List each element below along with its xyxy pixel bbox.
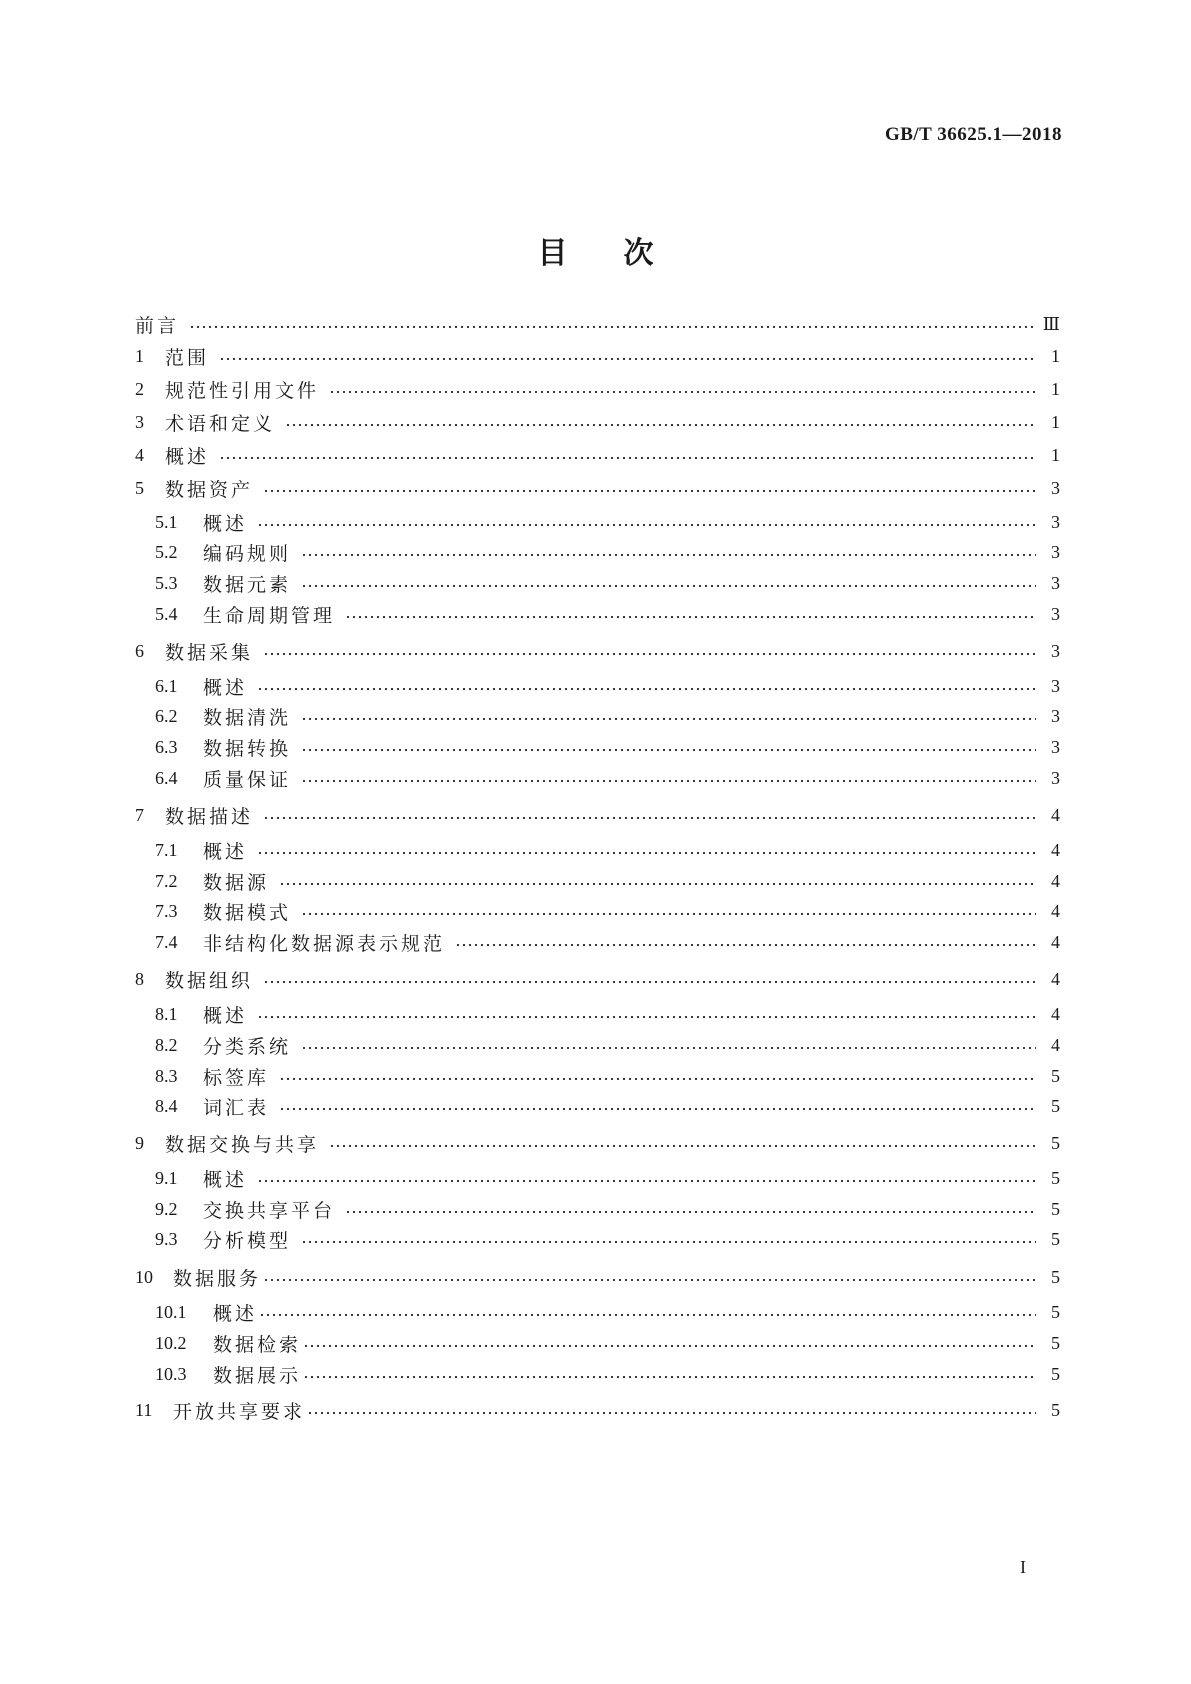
toc-label: 数据检索 bbox=[213, 1333, 302, 1356]
toc-number: 5.3 bbox=[155, 572, 178, 593]
toc-entry-9-2[interactable] bbox=[155, 1197, 1060, 1221]
toc-label: 概述 bbox=[203, 840, 248, 863]
toc-page: 3 bbox=[1051, 572, 1060, 593]
leader-dots bbox=[263, 490, 1036, 492]
toc-label: 概述 bbox=[203, 512, 248, 535]
toc-entry-3[interactable] bbox=[135, 410, 1060, 434]
toc-number: 7.4 bbox=[155, 931, 178, 952]
toc-number: 5 bbox=[135, 477, 144, 498]
toc-entry-8-1[interactable] bbox=[155, 1002, 1060, 1026]
toc-entry-7-3[interactable] bbox=[155, 899, 1060, 923]
toc-number: 10 bbox=[135, 1266, 153, 1287]
toc-number: 6.2 bbox=[155, 705, 178, 726]
toc-entry-10-1[interactable] bbox=[155, 1300, 1060, 1324]
leader-dots bbox=[257, 1180, 1036, 1182]
toc-entry-2[interactable] bbox=[135, 377, 1060, 401]
toc-entry-foreword[interactable] bbox=[135, 312, 1060, 336]
toc-entry-9[interactable] bbox=[135, 1131, 1060, 1155]
toc-number: 6.1 bbox=[155, 675, 178, 696]
toc-label: 数据元素 bbox=[203, 573, 292, 596]
toc-entry-6-1[interactable] bbox=[155, 674, 1060, 698]
toc-number: 10.1 bbox=[155, 1301, 187, 1322]
toc-number: 8 bbox=[135, 968, 144, 989]
toc-entry-9-1[interactable] bbox=[155, 1166, 1060, 1190]
title-char: 目 bbox=[537, 236, 568, 271]
toc-number: 8.1 bbox=[155, 1003, 178, 1024]
toc-entry-8[interactable] bbox=[135, 967, 1060, 991]
toc-label: 数据源 bbox=[203, 871, 270, 894]
toc-number: 7.1 bbox=[155, 839, 178, 860]
toc-number: 4 bbox=[135, 444, 144, 465]
toc-page: 5 bbox=[1051, 1301, 1060, 1322]
toc-label: 概述 bbox=[213, 1302, 258, 1325]
toc-label: 范围 bbox=[165, 346, 210, 369]
toc-page: 3 bbox=[1051, 603, 1060, 624]
leader-dots bbox=[263, 653, 1036, 655]
toc-page: 3 bbox=[1051, 511, 1060, 532]
toc-entry-8-2[interactable] bbox=[155, 1033, 1060, 1057]
toc-label: 数据展示 bbox=[213, 1364, 302, 1387]
toc-page: 3 bbox=[1051, 640, 1060, 661]
leader-dots bbox=[257, 524, 1036, 526]
toc-page: 3 bbox=[1051, 477, 1060, 498]
toc-number: 8.2 bbox=[155, 1034, 178, 1055]
leader-dots bbox=[303, 1376, 1036, 1378]
toc-number: 7.2 bbox=[155, 870, 178, 891]
toc-entry-7-2[interactable] bbox=[155, 869, 1060, 893]
toc-label: 概述 bbox=[203, 1004, 248, 1027]
toc-entry-10[interactable] bbox=[135, 1265, 1060, 1289]
toc-number: 5.4 bbox=[155, 603, 178, 624]
toc-number: 5.2 bbox=[155, 541, 178, 562]
leader-dots bbox=[301, 913, 1036, 915]
toc-number: 9.3 bbox=[155, 1228, 178, 1249]
toc-label: 非结构化数据源表示规范 bbox=[203, 932, 446, 955]
toc-page: 5 bbox=[1051, 1332, 1060, 1353]
toc-page: 3 bbox=[1051, 767, 1060, 788]
toc-label: 质量保证 bbox=[203, 768, 292, 791]
leader-dots bbox=[257, 852, 1036, 854]
leader-dots bbox=[345, 616, 1036, 618]
toc-label: 标签库 bbox=[203, 1066, 270, 1089]
leader-dots bbox=[263, 981, 1036, 983]
toc-label: 规范性引用文件 bbox=[165, 379, 320, 402]
leader-dots bbox=[219, 457, 1036, 459]
leader-dots bbox=[329, 1145, 1036, 1147]
toc-label: 数据清洗 bbox=[203, 706, 292, 729]
leader-dots bbox=[257, 688, 1036, 690]
toc-page: 3 bbox=[1051, 541, 1060, 562]
toc-number: 6.3 bbox=[155, 736, 178, 757]
page-number: I bbox=[1020, 1557, 1026, 1577]
toc-page: 4 bbox=[1051, 804, 1060, 825]
leader-dots bbox=[303, 1345, 1036, 1347]
toc-page: 3 bbox=[1051, 705, 1060, 726]
toc-entry-6-3[interactable] bbox=[155, 735, 1060, 759]
leader-dots bbox=[455, 944, 1036, 946]
toc-number: 6 bbox=[135, 640, 144, 661]
toc-label: 数据服务 bbox=[173, 1267, 262, 1290]
toc-label: 分类系统 bbox=[203, 1035, 292, 1058]
standard-code: GB/T 36625.1—2018 bbox=[884, 124, 1062, 145]
toc-page: 4 bbox=[1051, 1003, 1060, 1024]
toc-entry-5[interactable] bbox=[135, 476, 1060, 500]
toc-page: 4 bbox=[1051, 839, 1060, 860]
toc-label: 数据资产 bbox=[165, 478, 254, 501]
toc-entry-6-2[interactable] bbox=[155, 704, 1060, 728]
toc-label: 生命周期管理 bbox=[203, 604, 336, 627]
toc-page: 5 bbox=[1051, 1266, 1060, 1287]
toc-page: 5 bbox=[1051, 1065, 1060, 1086]
leader-dots bbox=[301, 585, 1036, 587]
toc-page: 3 bbox=[1051, 675, 1060, 696]
leader-dots bbox=[301, 780, 1036, 782]
toc-entry-5-4[interactable] bbox=[155, 602, 1060, 626]
leader-dots bbox=[219, 358, 1036, 360]
toc-entry-10-2[interactable] bbox=[155, 1331, 1060, 1355]
leader-dots bbox=[279, 883, 1036, 885]
toc-number: 9.1 bbox=[155, 1167, 178, 1188]
toc-page: 5 bbox=[1051, 1228, 1060, 1249]
toc-number: 3 bbox=[135, 411, 144, 432]
toc-label: 术语和定义 bbox=[165, 412, 276, 435]
toc-entry-5-2[interactable] bbox=[155, 540, 1060, 564]
toc-entry-10-3[interactable] bbox=[155, 1362, 1060, 1386]
toc-label: 分析模型 bbox=[203, 1229, 292, 1252]
leader-dots bbox=[345, 1211, 1036, 1213]
toc-entry-7-4[interactable] bbox=[155, 930, 1060, 954]
toc-label: 数据组织 bbox=[165, 969, 254, 992]
toc-number: 8.4 bbox=[155, 1095, 178, 1116]
toc-number: 10.3 bbox=[155, 1363, 187, 1384]
title-char: 次 bbox=[623, 236, 654, 271]
toc-number: 6.4 bbox=[155, 767, 178, 788]
toc-page: 4 bbox=[1051, 931, 1060, 952]
toc-entry-6[interactable] bbox=[135, 639, 1060, 663]
toc-page: 4 bbox=[1051, 900, 1060, 921]
toc-page: 4 bbox=[1051, 968, 1060, 989]
toc-entry-7-1[interactable] bbox=[155, 838, 1060, 862]
toc-entry-7[interactable] bbox=[135, 803, 1060, 827]
page-title bbox=[0, 228, 1191, 272]
leader-dots bbox=[301, 749, 1036, 751]
toc-entry-11[interactable] bbox=[135, 1398, 1060, 1422]
toc-page: 5 bbox=[1051, 1167, 1060, 1188]
toc-entry-4[interactable] bbox=[135, 443, 1060, 467]
leader-dots bbox=[263, 817, 1036, 819]
toc-page: 5 bbox=[1051, 1132, 1060, 1153]
leader-dots bbox=[263, 1279, 1036, 1281]
toc-label: 开放共享要求 bbox=[173, 1400, 306, 1423]
toc-label: 概述 bbox=[203, 676, 248, 699]
toc-page: 5 bbox=[1051, 1198, 1060, 1219]
toc-entry-5-3[interactable] bbox=[155, 571, 1060, 595]
toc-label: 数据采集 bbox=[165, 641, 254, 664]
leader-dots bbox=[285, 424, 1036, 426]
toc-page: Ⅲ bbox=[1042, 313, 1060, 334]
toc-page: 5 bbox=[1051, 1095, 1060, 1116]
leader-dots bbox=[307, 1412, 1036, 1414]
toc-page: 1 bbox=[1051, 378, 1060, 399]
leader-dots bbox=[301, 1047, 1036, 1049]
toc-label: 数据模式 bbox=[203, 901, 292, 924]
toc-label: 数据交换与共享 bbox=[165, 1133, 320, 1156]
toc-number: 10.2 bbox=[155, 1332, 187, 1353]
toc-page: 5 bbox=[1051, 1399, 1060, 1420]
toc-number: 5.1 bbox=[155, 511, 178, 532]
leader-dots bbox=[279, 1078, 1036, 1080]
toc-label: 数据描述 bbox=[165, 805, 254, 828]
toc-entry-6-4[interactable] bbox=[155, 766, 1060, 790]
toc-entry-9-3[interactable] bbox=[155, 1227, 1060, 1251]
toc-number: 11 bbox=[135, 1399, 153, 1420]
toc-entry-1[interactable] bbox=[135, 344, 1060, 368]
toc-page: 4 bbox=[1051, 1034, 1060, 1055]
toc-number: 2 bbox=[135, 378, 144, 399]
toc-label: 概述 bbox=[203, 1168, 248, 1191]
toc-number: 7.3 bbox=[155, 900, 178, 921]
toc-number: 9 bbox=[135, 1132, 144, 1153]
toc-entry-5-1[interactable] bbox=[155, 510, 1060, 534]
toc-page: 1 bbox=[1051, 444, 1060, 465]
toc-label: 编码规则 bbox=[203, 542, 292, 565]
toc-number: 7 bbox=[135, 804, 144, 825]
toc-page: 4 bbox=[1051, 870, 1060, 891]
toc-number: 9.2 bbox=[155, 1198, 178, 1219]
leader-dots bbox=[301, 1241, 1036, 1243]
leader-dots bbox=[301, 554, 1036, 556]
toc-page: 5 bbox=[1051, 1363, 1060, 1384]
leader-dots bbox=[189, 326, 1033, 328]
toc-entry-8-3[interactable] bbox=[155, 1064, 1060, 1088]
leader-dots bbox=[259, 1314, 1036, 1316]
toc-page: 3 bbox=[1051, 736, 1060, 757]
toc-number: 1 bbox=[135, 345, 144, 366]
leader-dots bbox=[301, 718, 1036, 720]
leader-dots bbox=[257, 1016, 1036, 1018]
toc-page: 1 bbox=[1051, 411, 1060, 432]
toc-label: 词汇表 bbox=[203, 1096, 270, 1119]
leader-dots bbox=[279, 1108, 1036, 1110]
toc-label: 数据转换 bbox=[203, 737, 292, 760]
toc-number: 8.3 bbox=[155, 1065, 178, 1086]
toc-label: 前言 bbox=[135, 314, 180, 337]
toc-label: 概述 bbox=[165, 445, 210, 468]
toc-page: 1 bbox=[1051, 345, 1060, 366]
toc-entry-8-4[interactable] bbox=[155, 1094, 1060, 1118]
toc-label: 交换共享平台 bbox=[203, 1199, 336, 1222]
leader-dots bbox=[329, 391, 1036, 393]
